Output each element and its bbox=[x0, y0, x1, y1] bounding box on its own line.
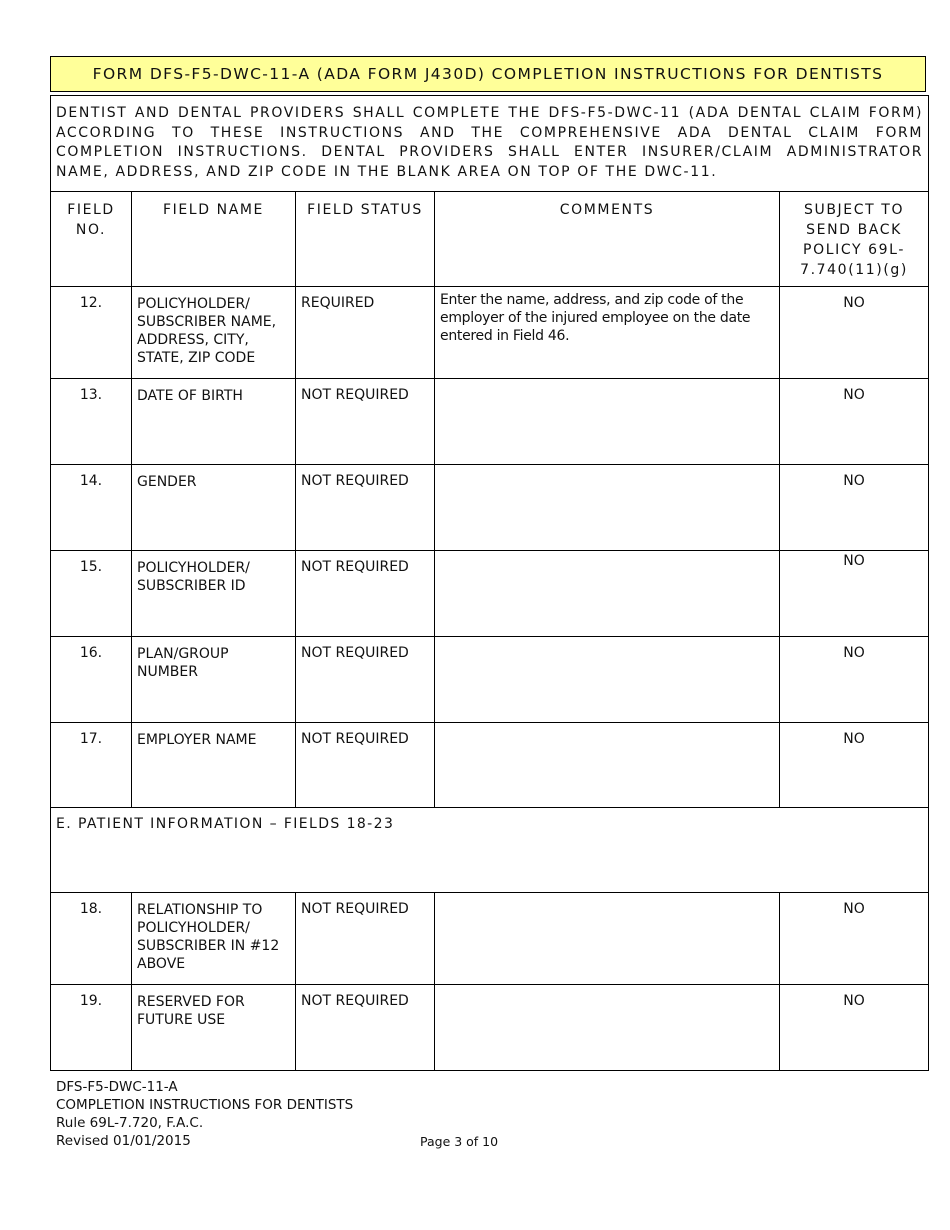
field-status: NOT REQUIRED bbox=[296, 893, 435, 985]
header-field-no: FIELD NO. bbox=[51, 192, 132, 287]
field-name: GENDER bbox=[132, 465, 296, 551]
footer-form-title: COMPLETION INSTRUCTIONS FOR DENTISTS bbox=[56, 1097, 354, 1113]
table-row bbox=[51, 893, 929, 985]
field-comments bbox=[435, 379, 780, 465]
field-send-back: NO bbox=[780, 893, 929, 985]
field-name: RELATIONSHIP TO POLICYHOLDER/ SUBSCRIBER IN #12 ABOVE bbox=[132, 893, 296, 985]
field-comments bbox=[435, 723, 780, 808]
table-row bbox=[51, 637, 929, 723]
field-name: EMPLOYER NAME bbox=[132, 723, 296, 808]
field-status: NOT REQUIRED bbox=[296, 551, 435, 637]
table-row bbox=[51, 551, 929, 637]
intro-text: DENTIST AND DENTAL PROVIDERS SHALL COMPLETE THE DFS-F5-DWC-11 (ADA DENTAL CLAIM FORM) ACCORDING TO THESE INSTRUCTIONS AND THE COMPREHENSIVE ADA DENTAL CLAIM FORM COMPLETION INSTRUCTIONS. DENTAL PROVIDERS SHALL ENTER INSURER/CLAIM ADMINISTRATOR NAME, ADDRESS, AND ZIP CODE IN THE BLANK AREA ON TOP OF THE DWC-11. bbox=[51, 96, 929, 192]
section-e-title: E. PATIENT INFORMATION – FIELDS 18-23 bbox=[51, 808, 929, 893]
header-comments: COMMENTS bbox=[435, 192, 780, 287]
field-name: POLICYHOLDER/ SUBSCRIBER NAME, ADDRESS, CITY, STATE, ZIP CODE bbox=[132, 287, 296, 379]
field-comments bbox=[435, 893, 780, 985]
header-field-status: FIELD STATUS bbox=[296, 192, 435, 287]
field-send-back: NO bbox=[780, 551, 929, 637]
field-name: RESERVED FOR FUTURE USE bbox=[132, 985, 296, 1071]
field-status: NOT REQUIRED bbox=[296, 379, 435, 465]
field-name: PLAN/GROUP NUMBER bbox=[132, 637, 296, 723]
table-header-row bbox=[51, 192, 929, 287]
field-status: NOT REQUIRED bbox=[296, 723, 435, 808]
table-row bbox=[51, 465, 929, 551]
field-comments bbox=[435, 637, 780, 723]
field-no: 12. bbox=[51, 287, 132, 379]
table-row bbox=[51, 287, 929, 379]
footer-form-number: DFS-F5-DWC-11-A bbox=[56, 1079, 178, 1095]
field-no: 13. bbox=[51, 379, 132, 465]
header-field-name: FIELD NAME bbox=[132, 192, 296, 287]
table-row bbox=[51, 379, 929, 465]
form-title: FORM DFS-F5-DWC-11-A (ADA FORM J430D) COMPLETION INSTRUCTIONS FOR DENTISTS bbox=[50, 56, 926, 92]
table-row bbox=[51, 985, 929, 1071]
footer-rule: Rule 69L-7.720, F.A.C. bbox=[56, 1115, 204, 1131]
field-status: NOT REQUIRED bbox=[296, 637, 435, 723]
field-send-back: NO bbox=[780, 723, 929, 808]
section-header-row bbox=[51, 808, 929, 893]
page-number: Page 3 of 10 bbox=[420, 1134, 499, 1149]
field-comments: Enter the name, address, and zip code of the employer of the injured employee on the date entered in Field 46. bbox=[435, 287, 780, 379]
header-send-back: SUBJECT TO SEND BACK POLICY 69L-7.740(11)(g) bbox=[780, 192, 929, 287]
field-status: REQUIRED bbox=[296, 287, 435, 379]
field-name: DATE OF BIRTH bbox=[132, 379, 296, 465]
field-no: 17. bbox=[51, 723, 132, 808]
table-row bbox=[51, 723, 929, 808]
field-send-back: NO bbox=[780, 465, 929, 551]
footer-revised-date: Revised 01/01/2015 bbox=[56, 1133, 191, 1149]
field-status: NOT REQUIRED bbox=[296, 985, 435, 1071]
field-send-back: NO bbox=[780, 985, 929, 1071]
field-status: NOT REQUIRED bbox=[296, 465, 435, 551]
field-name: POLICYHOLDER/ SUBSCRIBER ID bbox=[132, 551, 296, 637]
field-send-back: NO bbox=[780, 637, 929, 723]
field-no: 16. bbox=[51, 637, 132, 723]
field-no: 15. bbox=[51, 551, 132, 637]
field-no: 18. bbox=[51, 893, 132, 985]
field-comments bbox=[435, 551, 780, 637]
field-comments bbox=[435, 465, 780, 551]
field-no: 14. bbox=[51, 465, 132, 551]
instructions-table bbox=[50, 95, 929, 1071]
document-footer bbox=[56, 1078, 353, 1150]
field-send-back: NO bbox=[780, 379, 929, 465]
field-no: 19. bbox=[51, 985, 132, 1071]
field-send-back: NO bbox=[780, 287, 929, 379]
field-comments bbox=[435, 985, 780, 1071]
